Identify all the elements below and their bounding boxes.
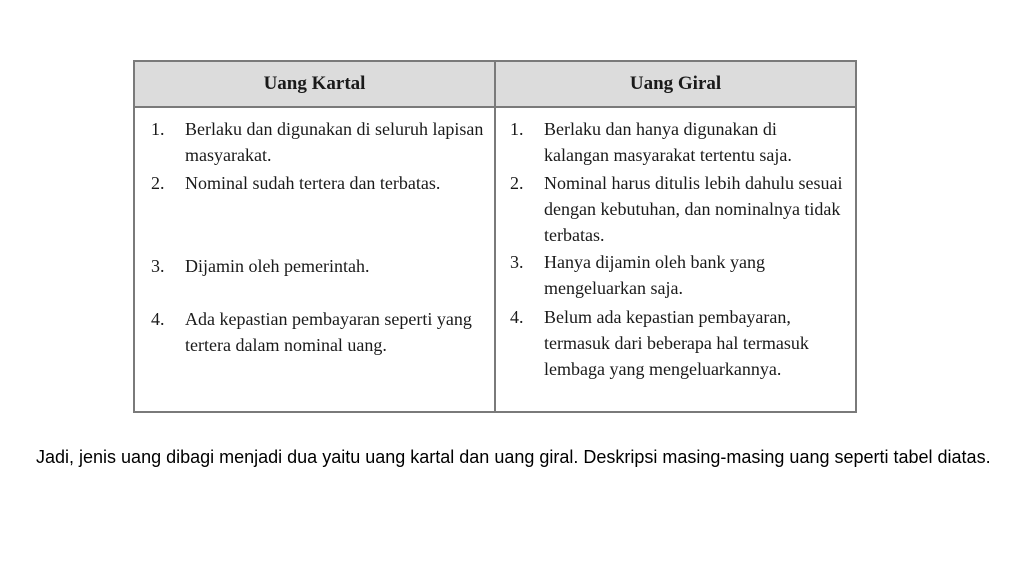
item-number: 1. (151, 119, 165, 139)
header-uang-giral: Uang Giral (629, 73, 722, 94)
item-number: 2. (510, 173, 524, 193)
list-item (151, 116, 486, 168)
column-uang-kartal (135, 108, 496, 411)
item-number: 4. (151, 309, 165, 329)
list-item (510, 304, 845, 382)
item-text: Dijamin oleh pemerintah. (185, 256, 370, 276)
item-text: Belum ada kepastian pembayaran, termasuk dari beberapa hal termasuk lembaga yang mengeluarkannya. (544, 307, 809, 379)
item-text: Nominal harus ditulis lebih dahulu sesuai dengan kebutuhan, dan nominalnya tidak terbatas. (544, 173, 843, 245)
item-text: Berlaku dan hanya digunakan di kalangan masyarakat tertentu saja. (544, 119, 792, 165)
list-item (151, 253, 486, 279)
list-item (510, 249, 845, 301)
item-number: 4. (510, 307, 524, 327)
item-number: 3. (510, 252, 524, 272)
list-item (151, 170, 486, 196)
table-header (135, 62, 855, 108)
list-item (151, 306, 486, 358)
item-number: 2. (151, 173, 165, 193)
item-text: Nominal sudah tertera dan terbatas. (185, 173, 441, 193)
list-item (510, 170, 845, 248)
table-body (135, 108, 855, 411)
item-text: Berlaku dan digunakan di seluruh lapisan masyarakat. (185, 119, 484, 165)
item-number: 3. (151, 256, 165, 276)
caption-text: Jadi, jenis uang dibagi menjadi dua yaitu uang kartal dan uang giral. Deskripsi masing-masing uang seperti tabel diatas. (36, 447, 991, 467)
item-text: Hanya dijamin oleh bank yang mengeluarkan saja. (544, 252, 765, 298)
item-text: Ada kepastian pembayaran seperti yang tertera dalam nominal uang. (185, 309, 472, 355)
list-item (510, 116, 845, 168)
comparison-table (133, 60, 857, 413)
header-uang-kartal: Uang Kartal (135, 62, 496, 106)
column-uang-giral (496, 108, 855, 411)
item-number: 1. (510, 119, 524, 139)
